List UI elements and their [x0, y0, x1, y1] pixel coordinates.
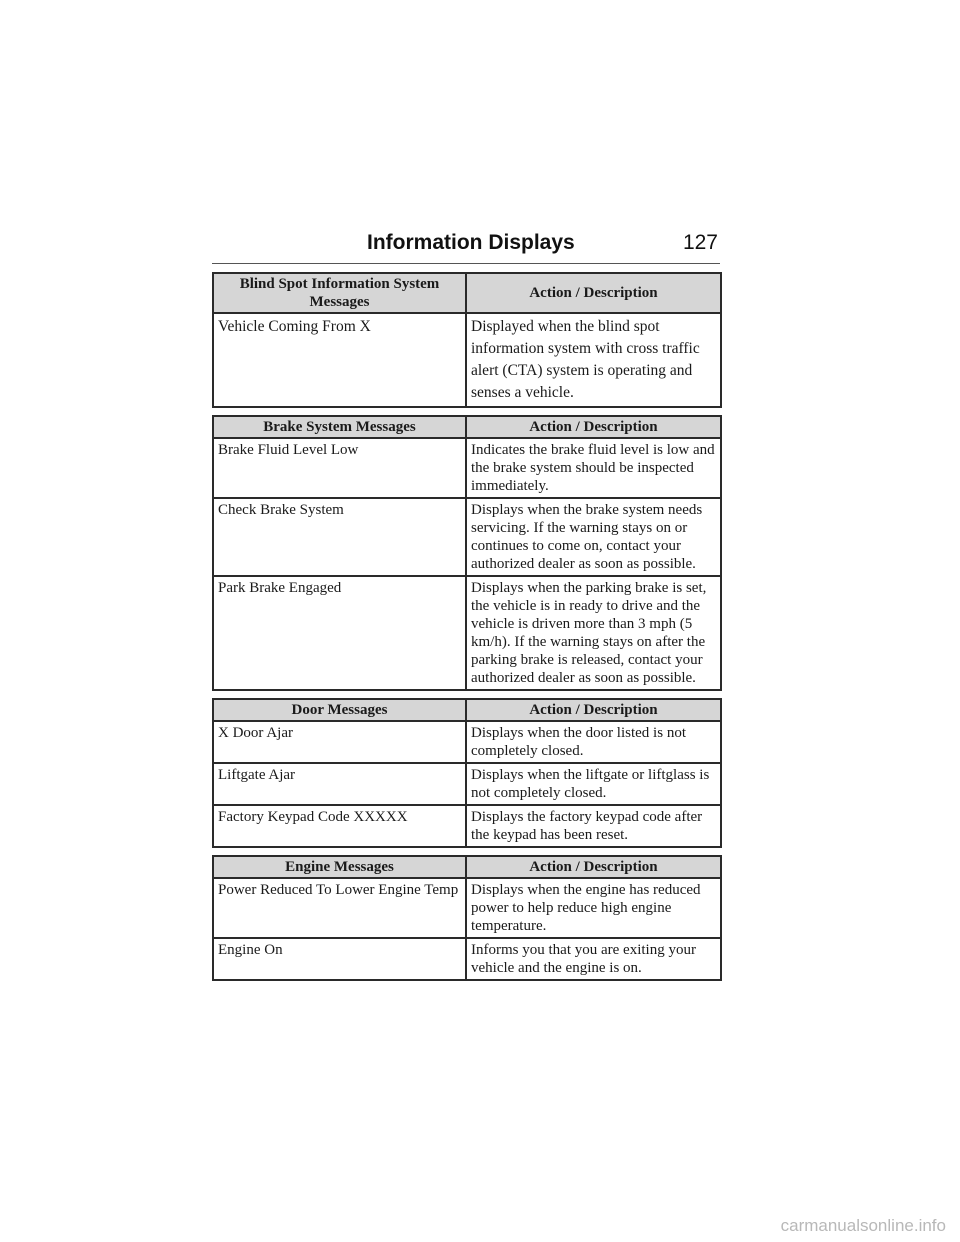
- message-cell: Factory Keypad Code XXXXX: [213, 805, 466, 847]
- message-cell: Liftgate Ajar: [213, 763, 466, 805]
- table-row: [213, 576, 721, 690]
- table-header-row: [213, 856, 721, 878]
- blind-spot-table: [212, 272, 722, 408]
- column-header-action: Action / Description: [466, 273, 721, 313]
- door-messages-table: [212, 698, 722, 848]
- table-row: [213, 498, 721, 576]
- column-header-messages: Engine Messages: [213, 856, 466, 878]
- message-cell: Engine On: [213, 938, 466, 980]
- description-cell: Informs you that you are exiting your vehicle and the engine is on.: [466, 938, 721, 980]
- table-header-row: [213, 699, 721, 721]
- description-cell: Displays the factory keypad code after the keypad has been reset.: [466, 805, 721, 847]
- column-header-messages: Blind Spot Information System Messages: [213, 273, 466, 313]
- description-cell: Displayed when the blind spot information system with cross traffic alert (CTA) system is operating and senses a vehicle.: [466, 313, 721, 407]
- message-cell: Vehicle Coming From X: [213, 313, 466, 407]
- table-row: [213, 938, 721, 980]
- watermark: carmanualsonline.info: [780, 1216, 946, 1235]
- message-cell: Power Reduced To Lower Engine Temp: [213, 878, 466, 938]
- column-header-action: Action / Description: [466, 416, 721, 438]
- table-row: [213, 805, 721, 847]
- message-cell: Check Brake System: [213, 498, 466, 576]
- table-row: [213, 438, 721, 498]
- column-header-action: Action / Description: [466, 699, 721, 721]
- page-header: [212, 229, 720, 264]
- description-cell: Indicates the brake fluid level is low and the brake system should be inspected immediately.: [466, 438, 721, 498]
- message-cell: Park Brake Engaged: [213, 576, 466, 690]
- column-header-messages: Brake System Messages: [213, 416, 466, 438]
- message-cell: X Door Ajar: [213, 721, 466, 763]
- engine-messages-table: [212, 855, 722, 981]
- section-title: Information Displays: [367, 231, 575, 254]
- table-row: [213, 721, 721, 763]
- table-row: [213, 313, 721, 407]
- table-header-row: [213, 416, 721, 438]
- description-cell: Displays when the brake system needs servicing. If the warning stays on or continues to come on, contact your authorized dealer as soon as possible.: [466, 498, 721, 576]
- table-header-row: [213, 273, 721, 313]
- description-cell: Displays when the parking brake is set, the vehicle is in ready to drive and the vehicle is driven more than 3 mph (5 km/h). If the warning stays on after the parking brake is released, contact your authorized dealer as soon as possible.: [466, 576, 721, 690]
- message-tables: [212, 272, 720, 988]
- message-cell: Brake Fluid Level Low: [213, 438, 466, 498]
- table-row: [213, 763, 721, 805]
- description-cell: Displays when the engine has reduced power to help reduce high engine temperature.: [466, 878, 721, 938]
- description-cell: Displays when the door listed is not completely closed.: [466, 721, 721, 763]
- table-row: [213, 878, 721, 938]
- page-number: 127: [682, 231, 718, 254]
- column-header-action: Action / Description: [466, 856, 721, 878]
- brake-system-table: [212, 415, 722, 691]
- description-cell: Displays when the liftgate or liftglass is not completely closed.: [466, 763, 721, 805]
- column-header-messages: Door Messages: [213, 699, 466, 721]
